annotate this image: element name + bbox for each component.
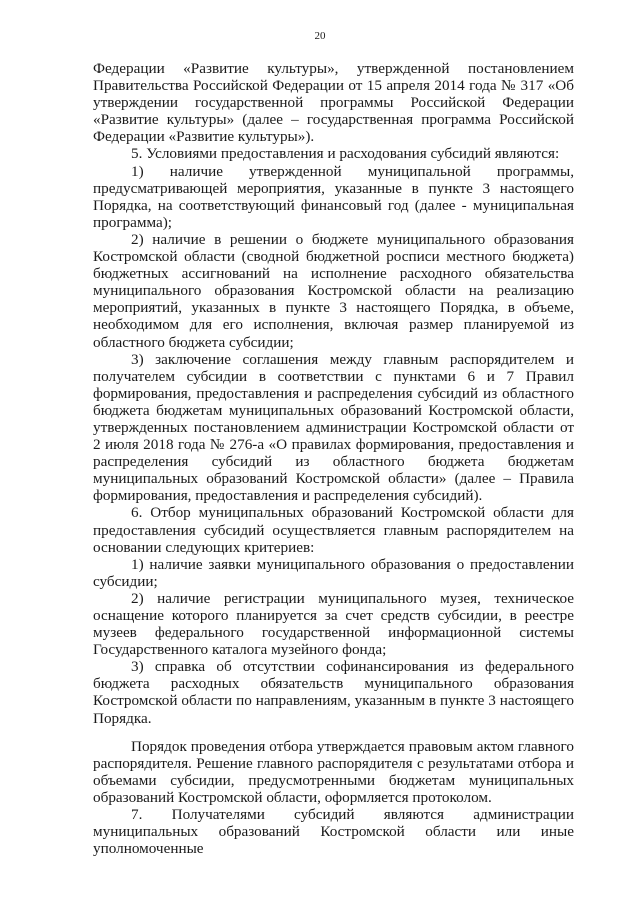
paragraph: Федерации «Развитие культуры», утвержденной постановлением Правительства Российской Федерации от 15 апреля 2014 года № 317 «Об утверждении государственной программы Российской Федерации «Развитие культуры» (далее – государственная программа Российской Федерации «Развитие культуры»).	[93, 60, 574, 146]
paragraph: 5. Условиями предоставления и расходования субсидий являются:	[131, 145, 560, 163]
paragraph: 1) наличие утвержденной муниципальной программы, предусматривающей мероприятия, указанные в пункте 3 настоящего Порядка, на соответствующий финансовый год (далее - муниципальная программа);	[93, 162, 574, 231]
paragraph: 7. Получателями субсидий являются администрации муниципальных образований Костромской области или иные уполномоченные	[93, 806, 574, 858]
paragraph: 6. Отбор муниципальных образований Костромской области для предоставления субсидий осуществляется главным распорядителем на основании следующих критериев:	[93, 504, 574, 556]
paragraph: Порядок проведения отбора утверждается правовым актом главного распорядителя. Решение главного распорядителя с результатами отбора и объемами субсидии, предусмотренными бюджетам муниципальных образований Костромской области, оформляется протоколом.	[93, 737, 574, 806]
document-body	[93, 60, 574, 857]
paragraph: 3) заключение соглашения между главным распорядителем и получателем субсидии в соответствии с пунктами 6 и 7 Правил формирования, предоставления и распределения субсидий из областного бюджета бюджетам муниципальных образований Костромской области, утвержденных постановлением администрации Костромской области от 2 июля 2018 года № 276-а «О правилах формирования, предоставления и распределения субсидий из областного бюджета бюджетам муниципальных образований Костромской области» (далее – Правила формирования, предоставления и распределения субсидий).	[93, 350, 574, 505]
page-number: 20	[314, 30, 326, 42]
paragraph: 2) наличие регистрации муниципального музея, техническое оснащение которого планируется за счет средств субсидии, в реестре музеев федерального государственной информационной системы Государственного каталога музейного фонда;	[93, 589, 574, 659]
paragraph: 3) справка об отсутствии софинансирования из федерального бюджета расходных обязательств муниципального образования Костромской области по направлениям, указанным в пункте 3 настоящего Порядка.	[93, 658, 574, 727]
paragraph: 1) наличие заявки муниципального образования о предоставлении субсидии;	[93, 555, 574, 590]
paragraph: 2) наличие в решении о бюджете муниципального образования Костромской области (сводной бюджетной росписи местного бюджета) бюджетных ассигнований на исполнение расходного обязательства муниципального образования Костромской области на реализацию мероприятий, указанных в пункте 3 настоящего Порядка, в объеме, необходимом для его исполнения, включая размер планируемой из областного бюджета субсидии;	[93, 230, 574, 351]
